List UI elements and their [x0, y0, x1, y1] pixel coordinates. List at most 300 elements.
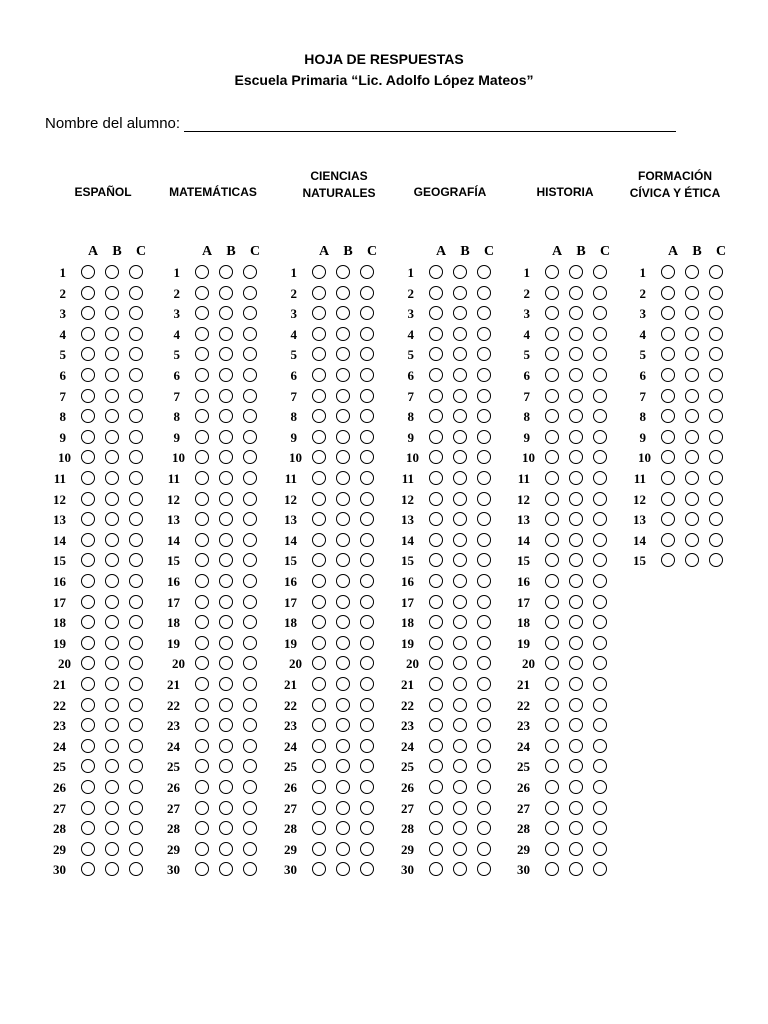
answer-bubble-b[interactable] [219, 327, 233, 341]
answer-bubble-b[interactable] [219, 698, 233, 712]
answer-bubble-a[interactable] [195, 739, 209, 753]
answer-bubble-a[interactable] [312, 327, 326, 341]
answer-bubble-b[interactable] [105, 409, 119, 423]
answer-bubble-c[interactable] [360, 739, 374, 753]
answer-bubble-a[interactable] [545, 368, 559, 382]
answer-bubble-b[interactable] [453, 842, 467, 856]
answer-bubble-c[interactable] [360, 615, 374, 629]
answer-bubble-c[interactable] [243, 677, 257, 691]
answer-bubble-a[interactable] [312, 615, 326, 629]
answer-bubble-a[interactable] [545, 739, 559, 753]
answer-bubble-c[interactable] [129, 450, 143, 464]
answer-bubble-c[interactable] [129, 698, 143, 712]
answer-bubble-c[interactable] [593, 718, 607, 732]
answer-bubble-a[interactable] [312, 286, 326, 300]
answer-bubble-c[interactable] [593, 553, 607, 567]
answer-bubble-b[interactable] [336, 450, 350, 464]
answer-bubble-b[interactable] [105, 862, 119, 876]
answer-bubble-c[interactable] [129, 759, 143, 773]
answer-bubble-a[interactable] [429, 533, 443, 547]
answer-bubble-c[interactable] [129, 286, 143, 300]
answer-bubble-a[interactable] [195, 821, 209, 835]
answer-bubble-c[interactable] [243, 347, 257, 361]
answer-bubble-c[interactable] [593, 265, 607, 279]
answer-bubble-c[interactable] [477, 821, 491, 835]
answer-bubble-c[interactable] [360, 842, 374, 856]
answer-bubble-b[interactable] [569, 368, 583, 382]
answer-bubble-c[interactable] [477, 739, 491, 753]
answer-bubble-b[interactable] [569, 512, 583, 526]
answer-bubble-b[interactable] [219, 718, 233, 732]
answer-bubble-a[interactable] [81, 595, 95, 609]
answer-bubble-b[interactable] [336, 265, 350, 279]
answer-bubble-b[interactable] [569, 471, 583, 485]
answer-bubble-a[interactable] [81, 698, 95, 712]
answer-bubble-c[interactable] [477, 492, 491, 506]
answer-bubble-a[interactable] [661, 347, 675, 361]
answer-bubble-a[interactable] [312, 656, 326, 670]
answer-bubble-b[interactable] [685, 286, 699, 300]
student-name-field[interactable] [184, 115, 676, 132]
answer-bubble-c[interactable] [360, 862, 374, 876]
answer-bubble-c[interactable] [593, 450, 607, 464]
answer-bubble-b[interactable] [105, 780, 119, 794]
answer-bubble-c[interactable] [477, 450, 491, 464]
answer-bubble-b[interactable] [105, 389, 119, 403]
answer-bubble-a[interactable] [545, 389, 559, 403]
answer-bubble-a[interactable] [545, 327, 559, 341]
answer-bubble-b[interactable] [569, 286, 583, 300]
answer-bubble-b[interactable] [685, 265, 699, 279]
answer-bubble-a[interactable] [81, 821, 95, 835]
answer-bubble-c[interactable] [709, 533, 723, 547]
answer-bubble-b[interactable] [569, 450, 583, 464]
answer-bubble-a[interactable] [81, 409, 95, 423]
answer-bubble-c[interactable] [243, 574, 257, 588]
answer-bubble-c[interactable] [129, 677, 143, 691]
answer-bubble-a[interactable] [661, 389, 675, 403]
answer-bubble-c[interactable] [593, 656, 607, 670]
answer-bubble-c[interactable] [477, 368, 491, 382]
answer-bubble-a[interactable] [429, 389, 443, 403]
answer-bubble-c[interactable] [477, 595, 491, 609]
answer-bubble-c[interactable] [360, 492, 374, 506]
answer-bubble-c[interactable] [129, 821, 143, 835]
answer-bubble-c[interactable] [477, 801, 491, 815]
answer-bubble-b[interactable] [453, 389, 467, 403]
answer-bubble-a[interactable] [195, 492, 209, 506]
answer-bubble-c[interactable] [243, 553, 257, 567]
answer-bubble-b[interactable] [685, 368, 699, 382]
answer-bubble-a[interactable] [429, 347, 443, 361]
answer-bubble-c[interactable] [360, 327, 374, 341]
answer-bubble-b[interactable] [105, 327, 119, 341]
answer-bubble-b[interactable] [453, 595, 467, 609]
answer-bubble-c[interactable] [129, 409, 143, 423]
answer-bubble-c[interactable] [593, 862, 607, 876]
answer-bubble-c[interactable] [243, 718, 257, 732]
answer-bubble-c[interactable] [593, 471, 607, 485]
answer-bubble-a[interactable] [545, 801, 559, 815]
answer-bubble-c[interactable] [709, 286, 723, 300]
answer-bubble-b[interactable] [336, 409, 350, 423]
answer-bubble-a[interactable] [81, 718, 95, 732]
answer-bubble-a[interactable] [429, 306, 443, 320]
answer-bubble-a[interactable] [429, 574, 443, 588]
answer-bubble-b[interactable] [105, 430, 119, 444]
answer-bubble-c[interactable] [129, 533, 143, 547]
answer-bubble-c[interactable] [243, 265, 257, 279]
answer-bubble-c[interactable] [129, 574, 143, 588]
answer-bubble-a[interactable] [429, 656, 443, 670]
answer-bubble-a[interactable] [81, 615, 95, 629]
answer-bubble-a[interactable] [312, 471, 326, 485]
answer-bubble-b[interactable] [569, 842, 583, 856]
answer-bubble-b[interactable] [569, 821, 583, 835]
answer-bubble-c[interactable] [593, 821, 607, 835]
answer-bubble-c[interactable] [243, 409, 257, 423]
answer-bubble-b[interactable] [569, 306, 583, 320]
answer-bubble-b[interactable] [336, 306, 350, 320]
answer-bubble-c[interactable] [129, 327, 143, 341]
answer-bubble-b[interactable] [453, 368, 467, 382]
answer-bubble-a[interactable] [312, 759, 326, 773]
answer-bubble-c[interactable] [129, 801, 143, 815]
answer-bubble-a[interactable] [429, 842, 443, 856]
answer-bubble-c[interactable] [593, 368, 607, 382]
answer-bubble-b[interactable] [219, 368, 233, 382]
answer-bubble-c[interactable] [477, 615, 491, 629]
answer-bubble-b[interactable] [453, 409, 467, 423]
answer-bubble-a[interactable] [81, 492, 95, 506]
answer-bubble-b[interactable] [685, 327, 699, 341]
answer-bubble-c[interactable] [360, 286, 374, 300]
answer-bubble-b[interactable] [336, 821, 350, 835]
answer-bubble-a[interactable] [545, 347, 559, 361]
answer-bubble-a[interactable] [81, 739, 95, 753]
answer-bubble-b[interactable] [105, 574, 119, 588]
answer-bubble-a[interactable] [429, 450, 443, 464]
answer-bubble-a[interactable] [312, 368, 326, 382]
answer-bubble-b[interactable] [569, 780, 583, 794]
answer-bubble-a[interactable] [195, 430, 209, 444]
answer-bubble-b[interactable] [685, 492, 699, 506]
answer-bubble-a[interactable] [429, 595, 443, 609]
answer-bubble-b[interactable] [685, 306, 699, 320]
answer-bubble-a[interactable] [312, 595, 326, 609]
answer-bubble-a[interactable] [312, 821, 326, 835]
answer-bubble-b[interactable] [105, 656, 119, 670]
answer-bubble-b[interactable] [336, 327, 350, 341]
answer-bubble-b[interactable] [219, 512, 233, 526]
answer-bubble-c[interactable] [360, 759, 374, 773]
answer-bubble-c[interactable] [477, 389, 491, 403]
answer-bubble-b[interactable] [219, 615, 233, 629]
answer-bubble-b[interactable] [336, 389, 350, 403]
answer-bubble-c[interactable] [593, 698, 607, 712]
answer-bubble-a[interactable] [429, 636, 443, 650]
answer-bubble-b[interactable] [105, 286, 119, 300]
answer-bubble-a[interactable] [195, 862, 209, 876]
answer-bubble-c[interactable] [709, 327, 723, 341]
answer-bubble-c[interactable] [477, 656, 491, 670]
answer-bubble-b[interactable] [105, 492, 119, 506]
answer-bubble-a[interactable] [429, 718, 443, 732]
answer-bubble-c[interactable] [477, 347, 491, 361]
answer-bubble-c[interactable] [477, 430, 491, 444]
answer-bubble-c[interactable] [593, 759, 607, 773]
answer-bubble-a[interactable] [81, 471, 95, 485]
answer-bubble-a[interactable] [195, 595, 209, 609]
answer-bubble-b[interactable] [219, 739, 233, 753]
answer-bubble-c[interactable] [360, 718, 374, 732]
answer-bubble-c[interactable] [477, 842, 491, 856]
answer-bubble-b[interactable] [685, 347, 699, 361]
answer-bubble-c[interactable] [709, 553, 723, 567]
answer-bubble-a[interactable] [661, 553, 675, 567]
answer-bubble-a[interactable] [661, 533, 675, 547]
answer-bubble-a[interactable] [312, 677, 326, 691]
answer-bubble-b[interactable] [336, 533, 350, 547]
answer-bubble-c[interactable] [129, 718, 143, 732]
answer-bubble-b[interactable] [453, 450, 467, 464]
answer-bubble-c[interactable] [593, 409, 607, 423]
answer-bubble-c[interactable] [593, 492, 607, 506]
answer-bubble-c[interactable] [243, 759, 257, 773]
answer-bubble-a[interactable] [195, 698, 209, 712]
answer-bubble-c[interactable] [360, 801, 374, 815]
answer-bubble-a[interactable] [81, 389, 95, 403]
answer-bubble-a[interactable] [81, 286, 95, 300]
answer-bubble-a[interactable] [195, 677, 209, 691]
answer-bubble-a[interactable] [195, 801, 209, 815]
answer-bubble-b[interactable] [453, 306, 467, 320]
answer-bubble-a[interactable] [661, 327, 675, 341]
answer-bubble-b[interactable] [569, 718, 583, 732]
answer-bubble-c[interactable] [360, 656, 374, 670]
answer-bubble-a[interactable] [545, 430, 559, 444]
answer-bubble-b[interactable] [105, 821, 119, 835]
answer-bubble-c[interactable] [709, 409, 723, 423]
answer-bubble-b[interactable] [219, 574, 233, 588]
answer-bubble-c[interactable] [709, 492, 723, 506]
answer-bubble-b[interactable] [453, 265, 467, 279]
answer-bubble-a[interactable] [312, 780, 326, 794]
answer-bubble-b[interactable] [453, 677, 467, 691]
answer-bubble-a[interactable] [429, 821, 443, 835]
answer-bubble-b[interactable] [105, 801, 119, 815]
answer-bubble-c[interactable] [477, 265, 491, 279]
answer-bubble-b[interactable] [219, 409, 233, 423]
answer-bubble-a[interactable] [661, 286, 675, 300]
answer-bubble-a[interactable] [81, 265, 95, 279]
answer-bubble-b[interactable] [453, 471, 467, 485]
answer-bubble-c[interactable] [593, 677, 607, 691]
answer-bubble-c[interactable] [243, 327, 257, 341]
answer-bubble-a[interactable] [312, 862, 326, 876]
answer-bubble-b[interactable] [685, 430, 699, 444]
answer-bubble-a[interactable] [312, 430, 326, 444]
answer-bubble-a[interactable] [545, 574, 559, 588]
answer-bubble-c[interactable] [709, 368, 723, 382]
answer-bubble-a[interactable] [81, 533, 95, 547]
answer-bubble-c[interactable] [593, 780, 607, 794]
answer-bubble-a[interactable] [81, 553, 95, 567]
answer-bubble-b[interactable] [569, 265, 583, 279]
answer-bubble-a[interactable] [661, 450, 675, 464]
answer-bubble-b[interactable] [336, 512, 350, 526]
answer-bubble-a[interactable] [429, 615, 443, 629]
answer-bubble-c[interactable] [243, 430, 257, 444]
answer-bubble-a[interactable] [195, 636, 209, 650]
answer-bubble-c[interactable] [243, 821, 257, 835]
answer-bubble-b[interactable] [336, 553, 350, 567]
answer-bubble-c[interactable] [360, 265, 374, 279]
answer-bubble-b[interactable] [336, 615, 350, 629]
answer-bubble-b[interactable] [569, 347, 583, 361]
answer-bubble-b[interactable] [453, 698, 467, 712]
answer-bubble-c[interactable] [129, 553, 143, 567]
answer-bubble-b[interactable] [569, 656, 583, 670]
answer-bubble-c[interactable] [593, 739, 607, 753]
answer-bubble-c[interactable] [360, 595, 374, 609]
answer-bubble-c[interactable] [593, 533, 607, 547]
answer-bubble-b[interactable] [219, 595, 233, 609]
answer-bubble-c[interactable] [709, 389, 723, 403]
answer-bubble-c[interactable] [243, 656, 257, 670]
answer-bubble-c[interactable] [129, 739, 143, 753]
answer-bubble-b[interactable] [336, 574, 350, 588]
answer-bubble-a[interactable] [312, 306, 326, 320]
answer-bubble-a[interactable] [661, 430, 675, 444]
answer-bubble-a[interactable] [545, 409, 559, 423]
answer-bubble-b[interactable] [336, 842, 350, 856]
answer-bubble-b[interactable] [569, 636, 583, 650]
answer-bubble-c[interactable] [129, 595, 143, 609]
answer-bubble-b[interactable] [453, 553, 467, 567]
answer-bubble-a[interactable] [312, 553, 326, 567]
answer-bubble-b[interactable] [336, 780, 350, 794]
answer-bubble-a[interactable] [81, 759, 95, 773]
answer-bubble-a[interactable] [81, 450, 95, 464]
answer-bubble-c[interactable] [129, 347, 143, 361]
answer-bubble-c[interactable] [129, 471, 143, 485]
answer-bubble-b[interactable] [569, 801, 583, 815]
answer-bubble-c[interactable] [593, 842, 607, 856]
answer-bubble-c[interactable] [243, 615, 257, 629]
answer-bubble-c[interactable] [243, 842, 257, 856]
answer-bubble-c[interactable] [243, 801, 257, 815]
answer-bubble-b[interactable] [336, 492, 350, 506]
answer-bubble-c[interactable] [593, 512, 607, 526]
answer-bubble-b[interactable] [219, 801, 233, 815]
answer-bubble-a[interactable] [195, 471, 209, 485]
answer-bubble-c[interactable] [360, 821, 374, 835]
answer-bubble-a[interactable] [312, 574, 326, 588]
answer-bubble-c[interactable] [593, 574, 607, 588]
answer-bubble-a[interactable] [195, 286, 209, 300]
answer-bubble-a[interactable] [81, 306, 95, 320]
answer-bubble-a[interactable] [661, 409, 675, 423]
answer-bubble-b[interactable] [219, 842, 233, 856]
answer-bubble-c[interactable] [129, 636, 143, 650]
answer-bubble-b[interactable] [336, 718, 350, 732]
answer-bubble-c[interactable] [593, 327, 607, 341]
answer-bubble-a[interactable] [429, 368, 443, 382]
answer-bubble-b[interactable] [569, 430, 583, 444]
answer-bubble-c[interactable] [243, 450, 257, 464]
answer-bubble-c[interactable] [477, 512, 491, 526]
answer-bubble-a[interactable] [545, 265, 559, 279]
answer-bubble-b[interactable] [336, 677, 350, 691]
answer-bubble-a[interactable] [195, 656, 209, 670]
answer-bubble-b[interactable] [219, 533, 233, 547]
answer-bubble-b[interactable] [336, 801, 350, 815]
answer-bubble-a[interactable] [81, 327, 95, 341]
answer-bubble-b[interactable] [453, 286, 467, 300]
answer-bubble-c[interactable] [477, 471, 491, 485]
answer-bubble-c[interactable] [243, 780, 257, 794]
answer-bubble-a[interactable] [312, 512, 326, 526]
answer-bubble-b[interactable] [336, 347, 350, 361]
answer-bubble-a[interactable] [81, 842, 95, 856]
answer-bubble-b[interactable] [453, 801, 467, 815]
answer-bubble-b[interactable] [453, 327, 467, 341]
answer-bubble-b[interactable] [219, 389, 233, 403]
answer-bubble-a[interactable] [429, 553, 443, 567]
answer-bubble-c[interactable] [129, 389, 143, 403]
answer-bubble-c[interactable] [593, 801, 607, 815]
answer-bubble-c[interactable] [593, 595, 607, 609]
answer-bubble-b[interactable] [105, 698, 119, 712]
answer-bubble-b[interactable] [685, 389, 699, 403]
answer-bubble-a[interactable] [195, 718, 209, 732]
answer-bubble-c[interactable] [360, 677, 374, 691]
answer-bubble-c[interactable] [243, 471, 257, 485]
answer-bubble-b[interactable] [336, 698, 350, 712]
answer-bubble-b[interactable] [569, 389, 583, 403]
answer-bubble-a[interactable] [312, 801, 326, 815]
answer-bubble-c[interactable] [477, 306, 491, 320]
answer-bubble-c[interactable] [709, 471, 723, 485]
answer-bubble-a[interactable] [195, 409, 209, 423]
answer-bubble-c[interactable] [709, 347, 723, 361]
answer-bubble-a[interactable] [195, 347, 209, 361]
answer-bubble-a[interactable] [661, 265, 675, 279]
answer-bubble-c[interactable] [129, 265, 143, 279]
answer-bubble-c[interactable] [360, 368, 374, 382]
answer-bubble-a[interactable] [81, 780, 95, 794]
answer-bubble-a[interactable] [545, 780, 559, 794]
answer-bubble-c[interactable] [243, 492, 257, 506]
answer-bubble-c[interactable] [709, 430, 723, 444]
answer-bubble-a[interactable] [429, 780, 443, 794]
answer-bubble-b[interactable] [105, 450, 119, 464]
answer-bubble-a[interactable] [312, 636, 326, 650]
answer-bubble-a[interactable] [195, 368, 209, 382]
answer-bubble-b[interactable] [105, 347, 119, 361]
answer-bubble-a[interactable] [545, 698, 559, 712]
answer-bubble-b[interactable] [336, 862, 350, 876]
answer-bubble-a[interactable] [312, 409, 326, 423]
answer-bubble-c[interactable] [477, 677, 491, 691]
answer-bubble-c[interactable] [360, 347, 374, 361]
answer-bubble-a[interactable] [545, 471, 559, 485]
answer-bubble-a[interactable] [312, 842, 326, 856]
answer-bubble-c[interactable] [243, 286, 257, 300]
answer-bubble-b[interactable] [336, 368, 350, 382]
answer-bubble-a[interactable] [195, 265, 209, 279]
